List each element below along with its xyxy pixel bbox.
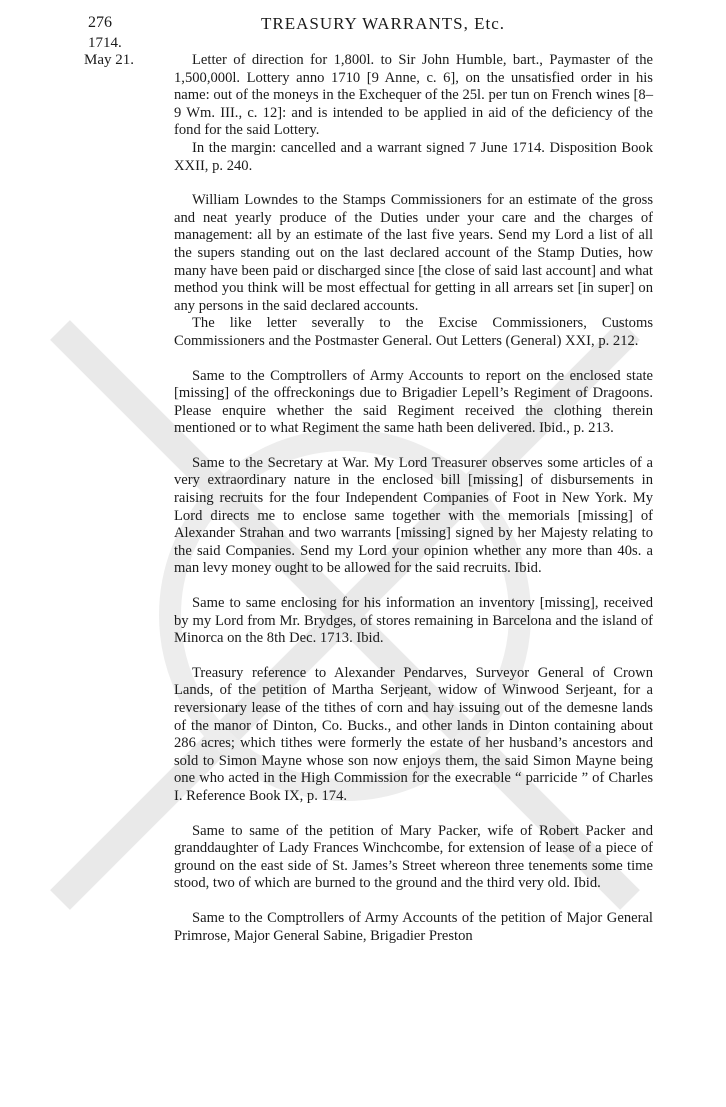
document-body (174, 52, 653, 945)
paragraph-like-letter: The like letter severally to the Excise Commissioners, Customs Commissioners and the Postmaster General. Out Letters (General) XXI, p. 212. (174, 315, 653, 349)
paragraph-lottery-letter: Letter of direction for 1,800l. to Sir John Humble, bart., Paymaster of the 1,500,000l. Lottery anno 1710 [9 Anne, c. 6], on the unsatisfied order in his name: out of the moneys in the Exchequer of the 25l. per tun on French wines [8–9 Wm. III., c. 12]: and is intended to be applied in aid of the deficiency of the fond for the said Lottery. (174, 52, 653, 139)
page-number: 276 (88, 14, 112, 31)
paragraph-army-accounts: Same to the Comptrollers of Army Accounts to report on the enclosed state [missing] of the offreckonings due to Brigadier Lepell’s Regiment of Dragoons. Please enquire whether the said Regiment received the clothing therein mentioned or to what Regiment the same hath been delivered. Ibid., p. 213. (174, 367, 653, 437)
paragraph-stamps-commissioners: William Lowndes to the Stamps Commissioners for an estimate of the gross and neat yearly produce of the Duties under your care and the charges of management: all by an estimate of the last five years. Send my Lord a list of all the supers standing out on the last declared account of the Stamp Duties, how many have been paid or discharged since [the close of said last account] and what method you think will be most effectual for getting in all arrears set [in super] on any persons in the said declared accounts. (174, 192, 653, 314)
paragraph-inventory: Same to same enclosing for his information an inventory [missing], received by my Lord from Mr. Brydges, of stores remaining in Barcelona and the island of Minorca on the 8th Dec. 1713. Ibid. (174, 595, 653, 647)
paragraph-packer-petition: Same to same of the petition of Mary Packer, wife of Robert Packer and granddaughter of Lady Frances Winchcombe, for extension of lease of a piece of ground on the east side of St. James’s Street whereon three tenements some time stood, two of which are burned to the ground and the third very old. Ibid. (174, 822, 653, 892)
margin-year: 1714. (88, 35, 122, 51)
paragraph-pendarves-reference: Treasury reference to Alexander Pendarves, Surveyor General of Crown Lands, of the petition of Martha Serjeant, widow of Winwood Serjeant, for a reversionary lease of the tithes of corn and hay issuing out of the demesne lands of the manor of Dinton, Co. Bucks., and other lands in Dinton containing about 286 acres; which tithes were formerly the estate of her husband’s ancestors and sold to Simon Mayne whose son now enjoys them, the said Simon Mayne being one who acted in the High Commission for the execrable “ parricide ” of Charles I. Reference Book IX, p. 174. (174, 664, 653, 804)
running-title: TREASURY WARRANTS, Etc. (260, 14, 506, 33)
paragraph-margin-note: In the margin: cancelled and a warrant signed 7 June 1714. Disposition Book XXII, p. 240. (174, 139, 653, 174)
paragraph-secretary-at-war: Same to the Secretary at War. My Lord Treasurer observes some articles of a very extraordinary nature in the enclosed bill [missing] of disbursements in raising recruits for the four Independent Companies of Foot in New York. My Lord directs me to enclose same together with the memorials [missing] of Alexander Strahan and two warrants [missing] signed by her Majesty relating to the said Companies. Send my Lord your opinion whether any more than 40s. a man levy money ought to be allowed for the said recruits. Ibid. (174, 454, 653, 577)
paragraph-primrose-petition: Same to the Comptrollers of Army Accounts of the petition of Major General Primrose, Major General Sabine, Brigadier Preston (174, 909, 653, 944)
margin-date: May 21. (84, 52, 134, 68)
